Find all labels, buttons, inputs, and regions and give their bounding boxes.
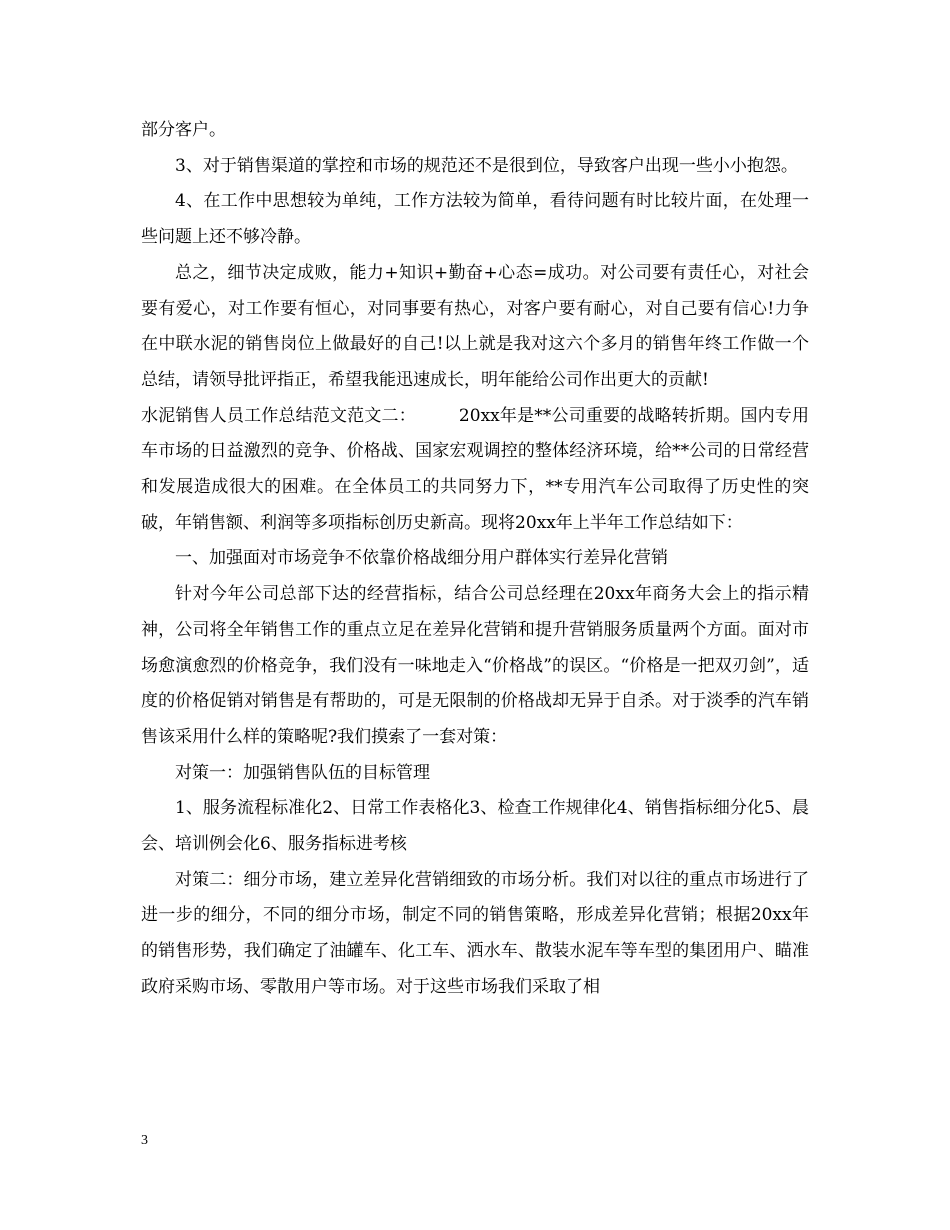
paragraph-6: 一、加强面对市场竞争不依靠价格战细分用户群体实行差异化营销 [175,548,668,569]
paragraph-4: 总之，细节决定成败，能力+知识+勤奋+心态=成功。对公司要有责任心，对社会要有爱心，对工作要有恒心，对同事要有热心，对客户要有耐心，对自己要有信心!力争在中联水泥的销售岗位上做最好的自己!以上就是我对这六个多月的销售年终工作做一个总结，请领导批评指正，希望我能迅速成长，明年能给公司作出更大的贡献! [141,262,809,390]
paragraph-8: 对策一：加强销售队伍的目标管理 [175,762,430,783]
paragraph-7: 针对今年公司总部下达的经营指标，结合公司总经理在20xx年商务大会上的指示精神，公司将全年销售工作的重点立足在差异化营销和提升营销服务质量两个方面。面对市场愈演愈烈的价格竞争，我们没有一味地走入“价格战”的误区。“价格是一把双刃剑”，适度的价格促销对销售是有帮助的，可是无限制的价格战却无异于自杀。对于淡季的汽车销售该采用什么样的策略呢?我们摸索了一套对策： [141,584,809,747]
paragraph-9: 1、服务流程标准化2、日常工作表格化3、检查工作规律化4、销售指标细分化5、晨会、培训例会化6、服务指标进考核 [141,798,809,855]
paragraph-10: 对策二：细分市场，建立差异化营销细致的市场分析。我们对以往的重点市场进行了进一步的细分，不同的细分市场，制定不同的销售策略，形成差异化营销；根据20xx年的销售形势，我们确定了油罐车、化工车、洒水车、散装水泥车等车型的集团用户、瞄准政府采购市场、零散用户等市场。对于这些市场我们采取了相 [141,869,809,997]
paragraph-5: 水泥销售人员工作总结范文范文二： 20xx年是**公司重要的战略转折期。国内专用车市场的日益激烈的竞争、价格战、国家宏观调控的整体经济环境，给**公司的日常经营和发展造成很大的困难。在全体员工的共同努力下，**专用汽车公司取得了历史性的突破，年销售额、利润等多项指标创历史新高。现将20xx年上半年工作总结如下： [141,405,809,533]
paragraph-3: 4、在工作中思想较为单纯，工作方法较为简单，看待问题有时比较片面，在处理一些问题上还不够冷静。 [141,191,809,248]
paragraph-2: 3、对于销售渠道的掌控和市场的规范还不是很到位，导致客户出现一些小小抱怨。 [175,155,798,176]
paragraph-1: 部分客户。 [141,120,226,140]
body-text [141,113,809,1006]
page-number: 3 [141,1133,148,1148]
